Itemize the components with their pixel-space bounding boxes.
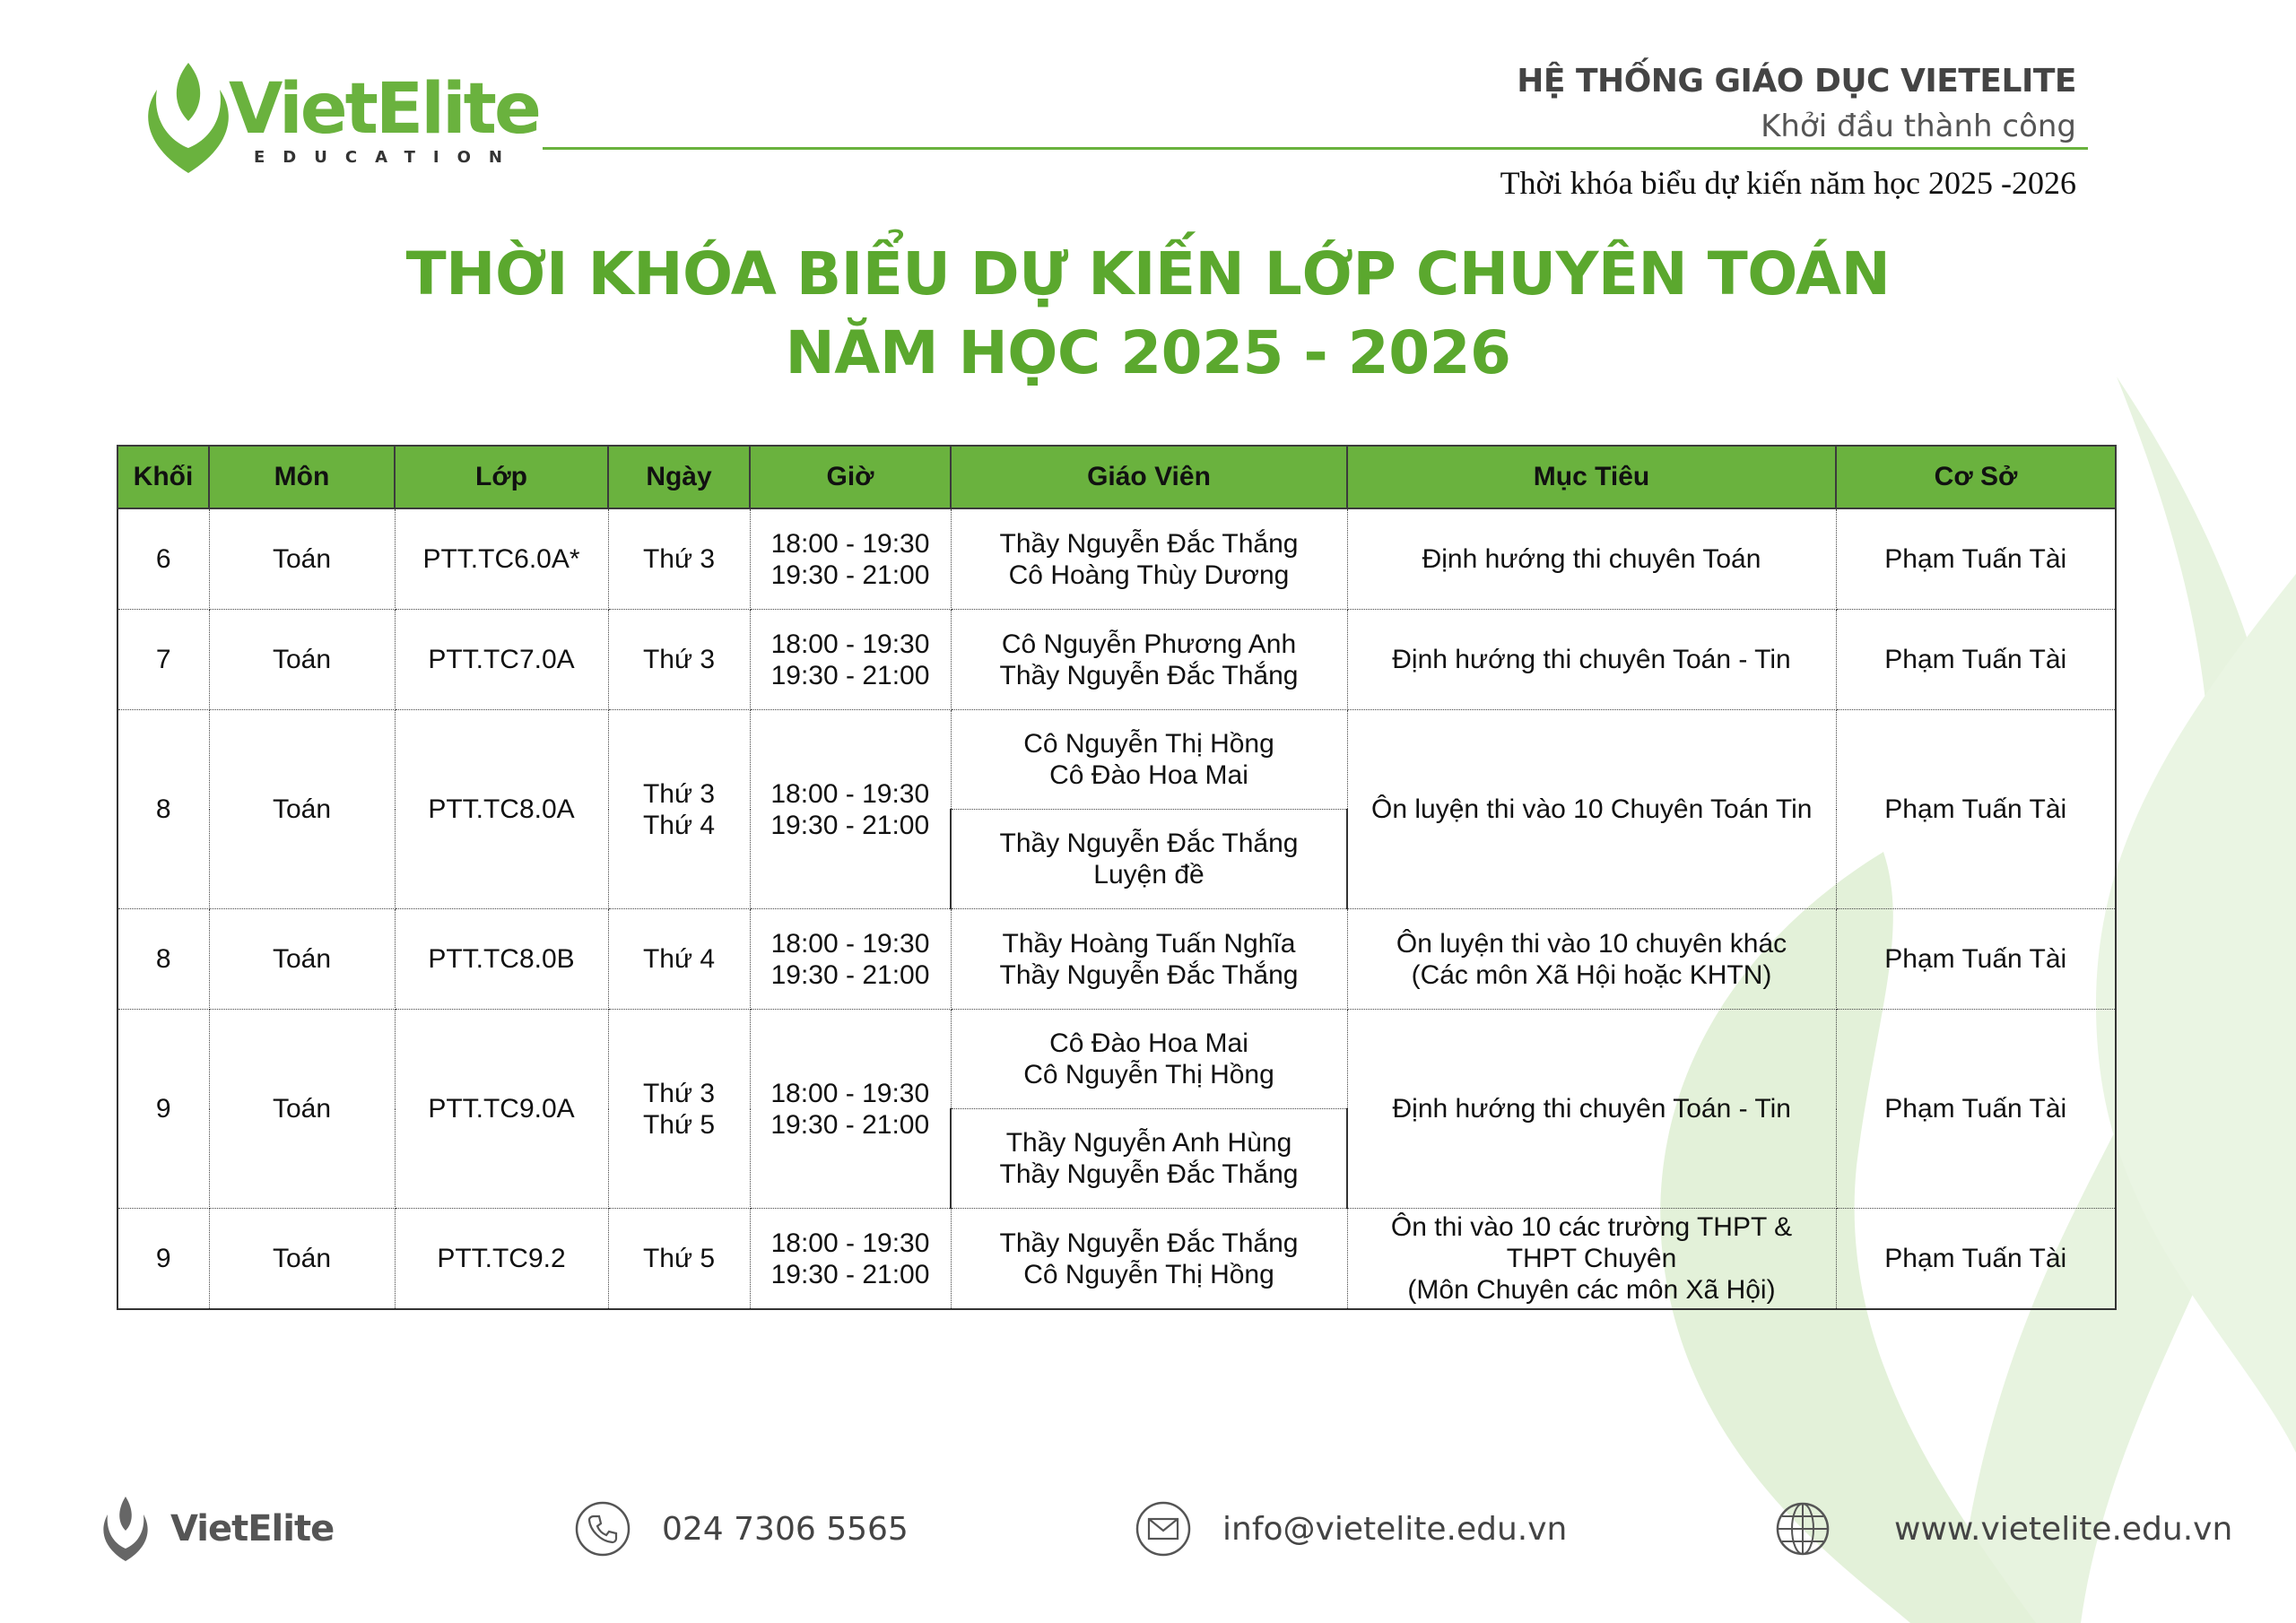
cell-gio: 18:00 - 19:30 19:30 - 21:00 xyxy=(750,1010,951,1209)
cell-mon: Toán xyxy=(209,1209,395,1310)
cell-ngay: Thứ 5 xyxy=(608,1209,750,1310)
cell-mon: Toán xyxy=(209,710,395,909)
cell-co-so: Phạm Tuấn Tài xyxy=(1836,508,2116,610)
mail-icon xyxy=(1135,1500,1192,1558)
table-header-row xyxy=(117,446,2116,508)
column-header-co-so: Cơ Sở xyxy=(1836,446,2116,508)
cell-lop: PTT.TC9.0A xyxy=(395,1010,608,1209)
column-header-giao-vien: Giáo Viên xyxy=(951,446,1347,508)
logo-flame-icon xyxy=(139,58,238,175)
cell-giao-vien: Thầy Nguyễn Đắc Thắng Cô Nguyễn Thị Hồng xyxy=(951,1209,1347,1310)
cell-ngay: Thứ 3 xyxy=(608,610,750,710)
cell-ngay: Thứ 4 xyxy=(608,909,750,1010)
cell-giao-vien: Cô Nguyễn Thị Hồng Cô Đào Hoa Mai xyxy=(951,710,1347,810)
cell-giao-vien: Thầy Nguyễn Đắc Thắng Luyện đề xyxy=(951,810,1347,909)
cell-ngay: Thứ 3 Thứ 5 xyxy=(608,1010,750,1209)
footer-email-address[interactable]: info@vietelite.edu.vn xyxy=(1222,1510,1568,1548)
footer-email xyxy=(1135,1480,1567,1578)
footer-phone-number[interactable]: 024 7306 5565 xyxy=(662,1510,909,1548)
cell-muc-tieu: Ôn luyện thi vào 10 Chuyên Toán Tin xyxy=(1347,710,1836,909)
logo-flame-icon xyxy=(99,1495,152,1563)
table-row xyxy=(117,909,2116,1010)
cell-co-so: Phạm Tuấn Tài xyxy=(1836,909,2116,1010)
column-header-mon: Môn xyxy=(209,446,395,508)
organization-name: HỆ THỐNG GIÁO DỤC VIETELITE xyxy=(1517,63,2076,100)
cell-mon: Toán xyxy=(209,610,395,710)
cell-khoi: 9 xyxy=(117,1209,209,1310)
phone-icon xyxy=(574,1500,631,1558)
cell-giao-vien: Thầy Nguyễn Đắc Thắng Cô Hoàng Thùy Dương xyxy=(951,508,1347,610)
document-subheading: Thời khóa biểu dự kiến năm học 2025 -2026 xyxy=(1500,165,2076,201)
cell-muc-tieu: Định hướng thi chuyên Toán xyxy=(1347,508,1836,610)
footer-brand xyxy=(99,1480,334,1578)
cell-giao-vien: Thầy Nguyễn Anh Hùng Thầy Nguyễn Đắc Thắng xyxy=(951,1109,1347,1209)
cell-co-so: Phạm Tuấn Tài xyxy=(1836,710,2116,909)
footer-brand-name: VietElite xyxy=(170,1508,335,1549)
cell-gio: 18:00 - 19:30 19:30 - 21:00 xyxy=(750,710,951,909)
cell-gio: 18:00 - 19:30 19:30 - 21:00 xyxy=(750,909,951,1010)
cell-gio: 18:00 - 19:30 19:30 - 21:00 xyxy=(750,610,951,710)
footer-website-url[interactable]: www.vietelite.edu.vn xyxy=(1894,1510,2233,1548)
table-row xyxy=(117,610,2116,710)
cell-lop: PTT.TC8.0A xyxy=(395,710,608,909)
title-line-2: NĂM HỌC 2025 - 2026 xyxy=(785,318,1511,387)
cell-mon: Toán xyxy=(209,909,395,1010)
column-header-gio: Giờ xyxy=(750,446,951,508)
footer xyxy=(0,1480,2296,1578)
logo-wordmark: VietElite xyxy=(229,69,539,150)
cell-mon: Toán xyxy=(209,508,395,610)
table-row xyxy=(117,1209,2116,1310)
footer-phone xyxy=(574,1480,909,1578)
logo-subtitle: EDUCATION xyxy=(254,148,520,167)
cell-giao-vien: Cô Nguyễn Phương Anh Thầy Nguyễn Đắc Thắng xyxy=(951,610,1347,710)
cell-muc-tieu: Ôn luyện thi vào 10 chuyên khác (Các môn Xã Hội hoặc KHTN) xyxy=(1347,909,1836,1010)
cell-muc-tieu: Định hướng thi chuyên Toán - Tin xyxy=(1347,610,1836,710)
slogan: Khởi đầu thành công xyxy=(1761,108,2076,144)
cell-ngay: Thứ 3 Thứ 4 xyxy=(608,710,750,909)
cell-mon: Toán xyxy=(209,1010,395,1209)
cell-khoi: 9 xyxy=(117,1010,209,1209)
cell-co-so: Phạm Tuấn Tài xyxy=(1836,610,2116,710)
column-header-lop: Lớp xyxy=(395,446,608,508)
cell-khoi: 7 xyxy=(117,610,209,710)
cell-ngay: Thứ 3 xyxy=(608,508,750,610)
footer-website xyxy=(1774,1480,2232,1578)
cell-gio: 18:00 - 19:30 19:30 - 21:00 xyxy=(750,1209,951,1310)
table-row xyxy=(117,710,2116,810)
globe-icon xyxy=(1774,1500,1831,1558)
vietelite-logo xyxy=(121,49,552,184)
column-header-ngay: Ngày xyxy=(608,446,750,508)
cell-muc-tieu: Ôn thi vào 10 các trường THPT & THPT Chuyên (Môn Chuyên các môn Xã Hội) xyxy=(1347,1209,1836,1310)
cell-lop: PTT.TC6.0A* xyxy=(395,508,608,610)
cell-khoi: 6 xyxy=(117,508,209,610)
cell-co-so: Phạm Tuấn Tài xyxy=(1836,1010,2116,1209)
schedule-table xyxy=(117,445,2117,1310)
cell-gio: 18:00 - 19:30 19:30 - 21:00 xyxy=(750,508,951,610)
cell-giao-vien: Cô Đào Hoa Mai Cô Nguyễn Thị Hồng xyxy=(951,1010,1347,1109)
cell-lop: PTT.TC9.2 xyxy=(395,1209,608,1310)
cell-muc-tieu: Định hướng thi chuyên Toán - Tin xyxy=(1347,1010,1836,1209)
header-divider xyxy=(543,147,2088,150)
cell-lop: PTT.TC8.0B xyxy=(395,909,608,1010)
cell-khoi: 8 xyxy=(117,909,209,1010)
cell-giao-vien: Thầy Hoàng Tuấn Nghĩa Thầy Nguyễn Đắc Thắng xyxy=(951,909,1347,1010)
title-line-1: THỜI KHÓA BIỂU DỰ KIẾN LỚP CHUYÊN TOÁN xyxy=(405,239,1891,308)
cell-khoi: 8 xyxy=(117,710,209,909)
cell-lop: PTT.TC7.0A xyxy=(395,610,608,710)
column-header-khoi: Khối xyxy=(117,446,209,508)
column-header-muc-tieu: Mục Tiêu xyxy=(1347,446,1836,508)
page-title xyxy=(0,235,2296,393)
cell-co-so: Phạm Tuấn Tài xyxy=(1836,1209,2116,1310)
table-row xyxy=(117,508,2116,610)
table-row xyxy=(117,1010,2116,1109)
